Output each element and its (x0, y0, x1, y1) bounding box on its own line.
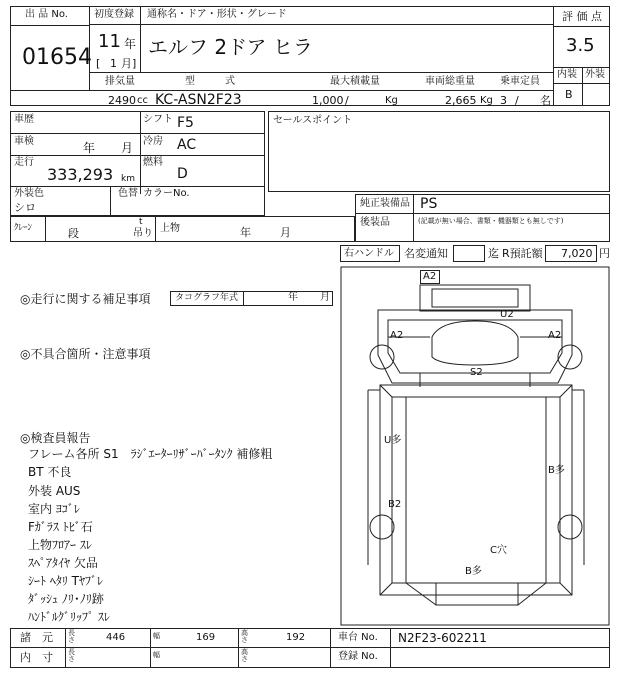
reg-no-label: 登録 No. (338, 651, 378, 662)
gross-weight: 2,665 (445, 94, 477, 107)
exterior-label: 外装 (585, 69, 605, 80)
interior-grade: B (565, 88, 573, 101)
length: 446 (106, 632, 126, 643)
inspection-label: 車検 (14, 136, 34, 147)
details-left-block (10, 111, 265, 216)
model-label: 型 式 (185, 76, 235, 87)
history-label: 車歴 (14, 114, 34, 125)
damage-b-many-bottom: B多 (465, 566, 482, 577)
score-label: 評 価 点 (562, 10, 602, 23)
damage-b-many-right: B多 (548, 465, 565, 476)
crane-t: t (139, 217, 143, 227)
defects-label: ◎不具合箇所・注意事項 (20, 347, 151, 361)
damage-a2-top: A2 (423, 271, 437, 282)
inspection-month-unit: 月 (121, 141, 134, 155)
interior-dims-label: 内 寸 (20, 651, 53, 664)
tacho-label: タコグラフ年式 (175, 293, 239, 303)
aircon: AC (177, 137, 197, 153)
displacement: 2490 (108, 94, 136, 107)
color-no-label: カラーNo. (143, 188, 190, 199)
max-load-label: 最大積載量 (330, 76, 380, 87)
report-line: Fｶﾞﾗｽ ﾄﾋﾞ石 (28, 520, 93, 534)
first-reg-label: 初度登録 (94, 9, 134, 20)
name-change-label: 名変通知 (404, 247, 448, 260)
lot-no-label: 出 品 No. (25, 9, 68, 20)
footer-block (10, 628, 610, 668)
recycle-label: R預託額 (502, 247, 543, 260)
inspector-label: ◎検査員報告 (20, 431, 91, 445)
crane-row (10, 216, 355, 242)
capacity: 3 (500, 94, 507, 107)
name-change-box (453, 245, 485, 262)
in-width-label: 幅 (153, 651, 160, 659)
reg-month: 1 (110, 57, 117, 70)
height-label: 高さ (241, 629, 248, 644)
displacement-label: 排気量 (105, 76, 135, 87)
shift-label: シフト (143, 114, 173, 125)
report-line: 室内 ﾖｺﾞﾚ (28, 502, 80, 516)
crane-label: ｸﾚｰﾝ (14, 223, 33, 233)
reg-month-unit: 月] (121, 57, 137, 70)
length-label: 長さ (68, 629, 75, 644)
aftermarket-label: 後装品 (360, 217, 390, 228)
shift: F5 (177, 115, 194, 131)
report-line: フレーム各所 S1 ﾗｼﾞｴｰﾀｰﾘｻﾞｰﾊﾞｰﾀﾝｸ 補修粗 (28, 447, 273, 461)
width: 169 (196, 632, 216, 643)
chassis-no: N2F23-602211 (398, 631, 487, 645)
sales-point-label: セールスポイント (273, 115, 353, 126)
tacho-year-unit: 年 (288, 292, 298, 303)
gross-weight-unit: Kg (480, 95, 493, 106)
report-line: ｼｰﾄ ﾍﾀﾘ Tﾔﾌﾞﾚ (28, 574, 103, 588)
crane-hang: 吊り (133, 228, 153, 239)
lot-no: 01654 (22, 45, 92, 70)
genuine: PS (420, 196, 438, 212)
inspection-year-unit: 年 (83, 141, 96, 155)
chassis-label: 車台 No. (338, 632, 378, 643)
mileage: 333,293 (47, 165, 114, 184)
color-label: 外装色 (14, 188, 44, 199)
aftermarket-note: (記載が無い場合、書類・機器類とも無しです) (418, 217, 564, 225)
gross-weight-label: 車両総重量 (425, 76, 475, 87)
reg-year-unit: 年 (124, 37, 137, 51)
max-load-unit: Kg (385, 95, 398, 106)
tacho-month-unit: 月 (320, 292, 330, 303)
rhd-label: 右ハンドル (344, 248, 394, 259)
genuine-label: 純正装備品 (360, 198, 410, 209)
capacity-label: 乗車定員 (500, 76, 540, 87)
reg-year: 11 (98, 31, 121, 52)
mileage-label: 走行 (14, 157, 34, 168)
driving-notes-label: ◎走行に関する補足事項 (20, 292, 151, 306)
mileage-unit: km (121, 174, 135, 184)
upper-label: 上物 (160, 223, 180, 234)
damage-c-hole: C穴 (490, 545, 507, 556)
width-label: 幅 (153, 632, 160, 640)
capacity-slash: / (515, 94, 519, 107)
in-length-label: 長さ (68, 648, 75, 663)
in-height-label: 高さ (241, 648, 248, 663)
model-name-label: 通称名・ドア・形状・グレード (147, 9, 287, 20)
report-line: ｽﾍﾟｱﾀｲﾔ 欠品 (28, 556, 98, 570)
recycle-amount: 7,020 (561, 247, 593, 260)
fuel: D (177, 166, 188, 182)
aircon-label: 冷房 (143, 136, 163, 147)
score: 3.5 (566, 35, 595, 56)
interior-label: 内装 (557, 69, 577, 80)
report-line: ﾊﾝﾄﾞﾙｸﾞﾘｯﾌﾟ ｽﾚ (28, 610, 110, 624)
report-line: ﾀﾞｯｼｭ ﾉﾘ･ﾉﾘ跡 (28, 592, 104, 606)
color: シロ (14, 201, 36, 214)
crane-stage: 段 (68, 227, 79, 240)
car-name: エルフ 2ドア ヒラ (148, 35, 313, 59)
upper-year-unit: 年 (240, 226, 251, 239)
height: 192 (286, 632, 306, 643)
color-sub-label: 色替 (118, 188, 138, 199)
upper-month-unit: 月 (280, 226, 291, 239)
reg-month-open: [ (96, 57, 101, 70)
report-line: 上物ﾌﾛｱｰ ｽﾚ (28, 538, 92, 552)
report-line: BT 不良 (28, 465, 72, 479)
fuel-label: 燃料 (143, 157, 163, 168)
damage-b2: B2 (388, 499, 402, 510)
damage-s2: S2 (470, 367, 483, 378)
deadline-label: 迄 (488, 247, 499, 260)
yen-unit: 円 (599, 247, 610, 260)
capacity-unit: 名 (540, 94, 551, 107)
max-load-slash: / (345, 94, 349, 107)
displacement-unit: cc (137, 95, 148, 106)
damage-u-many: U多 (384, 435, 402, 446)
dims-label: 諸 元 (20, 631, 53, 644)
model-code: KC-ASN2F23 (155, 92, 242, 108)
damage-a2-left: A2 (390, 330, 404, 341)
damage-u2: U2 (500, 309, 514, 320)
report-line: 外装 AUS (28, 484, 81, 498)
max-load: 1,000 (312, 94, 344, 107)
damage-a2-right: A2 (548, 330, 562, 341)
